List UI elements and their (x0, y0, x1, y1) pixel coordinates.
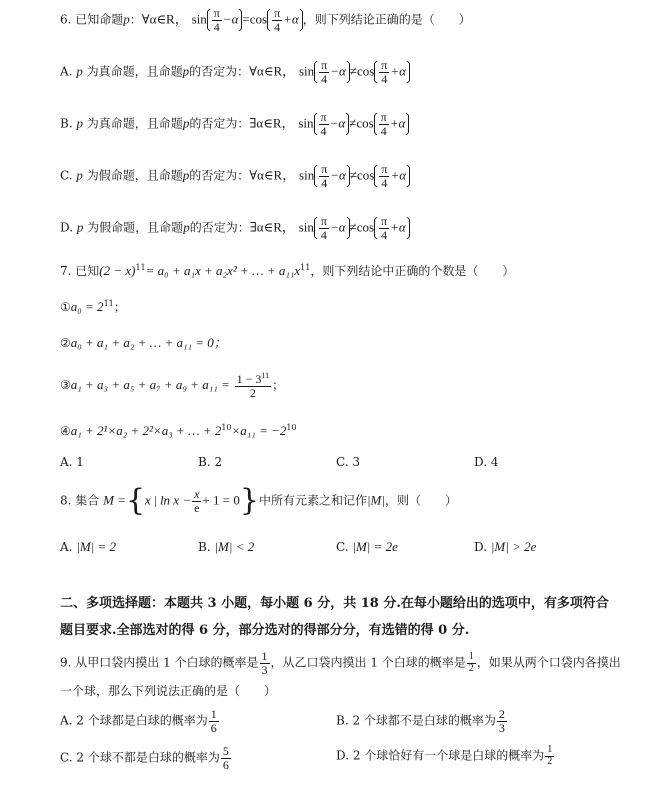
fraction: $\frac{x}{e}$ (194, 486, 200, 515)
q7-statement-3: ③a₁ + a₃ + a₅ + a₇ + a₉ + a₁₁ = $\frac{1 - 3^{11}}{2}$ ； (60, 371, 285, 400)
q7-choice-a: A. 1 (60, 455, 84, 469)
q8-choice-b: B. |M| < 2 (198, 539, 255, 554)
section2-heading-line1: 二、多项选择题：本题共 3 小题，每小题 6 分，共 18 分.在每小题给出的选项中，有多项符合 (60, 596, 609, 611)
paren-group: $\frac{\pi}{4}$ −α (314, 162, 350, 190)
q9-stem: 9. 从甲口袋内摸出 1 个白球的概率是 $\frac{1}{3}$ ，从乙口袋内摸出 1 个白球的概率是 $\frac{1}{2}$ ，如果从两个口袋内各摸出 (60, 649, 621, 677)
paren-group: $\frac{\pi}{4}$ −α (314, 58, 350, 86)
q7-statement-4: ④a₁ + 2¹×a₂ + 2²×a₃ + … + $2^{10}\times a_{11} = -2^{10}$ (60, 423, 297, 438)
fraction: $\frac{\pi}{4}$ (321, 58, 328, 86)
fraction: $\frac{\pi}{4}$ (320, 214, 327, 242)
paren-group: $\frac{\pi}{4}$ −α (207, 6, 243, 34)
fraction: $\frac{1}{3}$ (261, 649, 268, 677)
fraction: $\frac{\pi}{4}$ (274, 6, 281, 34)
fraction: $\frac{5}{6}$ (222, 744, 229, 772)
section2-heading-line2: 题目要求.全部选对的得 6 分，部分选对的得部分分，有选错的得 0 分. (60, 623, 470, 638)
fraction: $\frac{\pi}{4}$ (213, 6, 220, 34)
fraction: $\frac{2}{3}$ (498, 707, 505, 735)
fraction: $\frac{1}{6}$ (210, 707, 217, 735)
q7-choice-b: B. 2 (198, 455, 223, 469)
fraction: $\frac{\pi}{4}$ (381, 214, 388, 242)
fraction: $\frac{\pi}{4}$ (321, 162, 328, 190)
paren-group: $\frac{\pi}{4}$ +α (267, 6, 303, 34)
q6-option-c: C. p 为假命题，且命题p的否定为：∀α∈R， sin $\frac{\pi}{4}$ −α ≠cos $\frac{\pi}{4}$ +α (60, 162, 410, 190)
q9-stem-line2: 一个球，那么下列说法正确的是（ ） (60, 684, 277, 698)
q8-choice-a: A. |M| = 2 (60, 539, 117, 554)
fraction: $\frac{1}{2}$ (547, 744, 553, 767)
fraction: $\frac{\pi}{4}$ (320, 110, 327, 138)
q6-option-d: D. p 为假命题，且命题p的否定为：∃α∈R， sin $\frac{\pi}{4}$ −α ≠cos $\frac{\pi}{4}$ +α (60, 214, 410, 242)
q7-stem: 7. 已知$(2 - x)^{11}= a_0 + a_1x + a_2x^2$ + … + $a_{11}x^{11}$，则下列结论中正确的个数是（ ） (60, 263, 515, 278)
q9-option-d: D. 2 个球恰好有一个球是白球的概率为 $\frac{1}{2}$ (336, 744, 553, 767)
paren-group: $\frac{\pi}{4}$ +α (374, 162, 410, 190)
q7-choice-d: D. 4 (474, 455, 499, 469)
q9-option-c: C. 2 个球不都是白球的概率为 $\frac{5}{6}$ (60, 744, 229, 772)
paren-group: $\frac{\pi}{4}$ +α (374, 110, 410, 138)
q6-option-b: B. p 为真命题，且命题p的否定为：∃α∈R， sin $\frac{\pi}{4}$ −α ≠cos $\frac{\pi}{4}$ +α (60, 110, 409, 138)
fraction: $\frac{\pi}{4}$ (380, 110, 387, 138)
q8-choice-d: D. |M| > 2e (474, 539, 537, 554)
right-brace: } (239, 483, 259, 518)
paren-group: $\frac{\pi}{4}$ −α (314, 110, 350, 138)
q7-statement-1: ①a₀ = $2^{11}$； (60, 299, 126, 314)
fraction: $\frac{\pi}{4}$ (381, 58, 388, 86)
q7-statement-2: ②a₀ + a₁ + a₂ + … + a₁₁ = 0； (60, 335, 227, 350)
q9-option-a: A. 2 个球都是白球的概率为 $\frac{1}{6}$ (60, 707, 217, 735)
q9-option-b: B. 2 个球都不是白球的概率为 $\frac{2}{3}$ (336, 707, 505, 735)
q8-stem: 8. 集合 M ={x | ln x − $\frac{x}{e}$ + 1 = 0}中所有元素之和记作|M|，则（ ） (60, 483, 457, 518)
fraction: $\frac{1 - 3^{11}}{2}$ (236, 371, 270, 400)
fraction: $\frac{\pi}{4}$ (381, 162, 388, 190)
fraction: $\frac{1}{2}$ (468, 651, 474, 674)
q6-stem: 6. 已知命题p：∀α∈R， sin $\frac{\pi}{4}$ −α =cos $\frac{\pi}{4}$ +α ，则下列结论正确的是（ ） (60, 6, 471, 34)
q6-option-a: A. p 为真命题，且命题p的否定为：∀α∈R， sin $\frac{\pi}{4}$ −α ≠cos $\frac{\pi}{4}$ +α (60, 58, 410, 86)
paren-group: $\frac{\pi}{4}$ +α (374, 58, 410, 86)
q7-choice-c: C. 3 (336, 455, 361, 469)
left-brace: { (125, 483, 146, 518)
paren-group: $\frac{\pi}{4}$ +α (374, 214, 410, 242)
paren-group: $\frac{\pi}{4}$ −α (314, 214, 350, 242)
q8-choice-c: C. |M| = 2e (336, 539, 398, 554)
